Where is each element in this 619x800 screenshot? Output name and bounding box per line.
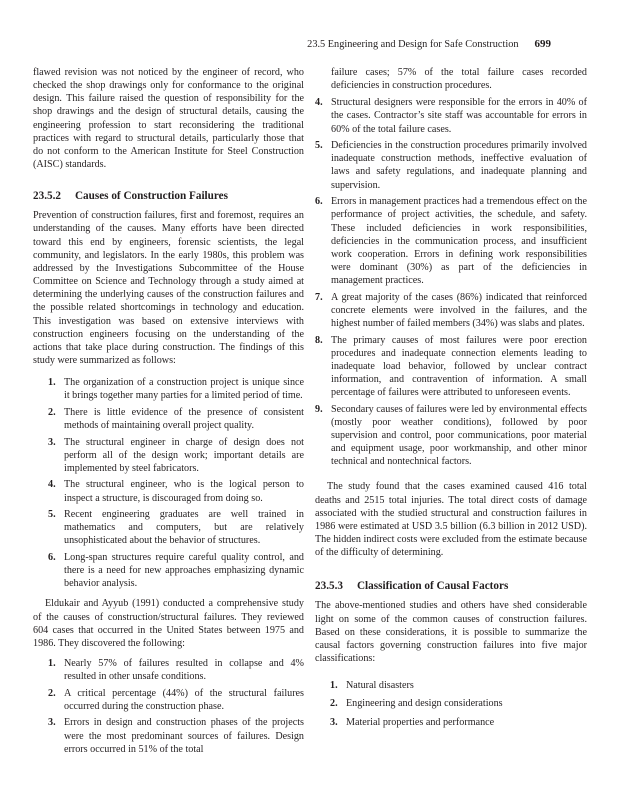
list-item: 8. The primary causes of most failures were poor erection procedures and inadequate connection elements leading to inadequate load behavior, followed by unclear contract information, and contravention of information. A small percentage of failures were attributed to unforeseen events.	[315, 334, 587, 399]
list-item: 5. Deficiencies in the construction procedures primarily involved inadequate construction methods, ineffective evaluation of laws and safety regulations, and inadequate planning and supervision.	[315, 140, 587, 191]
list-item: 4. The structural engineer, who is the logical person to inspect a structure, is discouraged from doing so.	[48, 479, 304, 504]
section-number: 23.5.3	[315, 580, 343, 593]
page-number: 699	[534, 38, 551, 50]
paragraph-study-results: The study found that the cases examined caused 416 total deaths and 2515 total injuries. The total direct costs of damage associated with the studied structural and construction failures in 1986 were estimated at USD 3.5 billion (6.3 billion in 2012 USD). The hidden indirect costs were excluded from the estimate because of the difficulty of determining.	[315, 481, 587, 559]
list-item: 4. Structural designers were responsible for the errors in 40% of the cases. Contractor’s site staff was accountable for errors in 60% of the total failure cases.	[315, 97, 587, 135]
paragraph-continued: flawed revision was not noticed by the engineer of record, who checked the shop drawings only for conformance to the original design. This failure raised the question of responsibility for the shop drawings and the design of structural details, causing the engineering profession to start reconsidering the traditional practices with regard to structural details, particularly those that do not conform to the American Institute for Steel Construction (AISC) standards.	[33, 67, 304, 171]
list-item: 9. Secondary causes of failures were led by environmental effects (mostly poor weather conditions), followed by poor supervision and control, poor communications, poor material and equipment usage, poor workmanship, and other minor technical and nontechnical factors.	[315, 403, 587, 468]
list-item-continued: failure cases; 57% of the total failure cases recorded deficiencies in construction procedures.	[331, 67, 587, 92]
section-number: 23.5.2	[33, 190, 61, 203]
classification-list	[330, 679, 587, 728]
left-column	[33, 66, 304, 759]
list-item: 7. A great majority of the cases (86%) indicated that reinforced concrete elements were involved in the failures, and the highest number of failed members (34%) was slabs and plates.	[315, 291, 587, 329]
list-item: 3. Errors in design and construction phases of the projects were the most predominant sources of failures. Design errors occurred in 51% of the total	[48, 717, 304, 755]
section-title: Classification of Causal Factors	[356, 580, 509, 593]
findings-list	[48, 376, 304, 590]
list-item: 1. Nearly 57% of failures resulted in collapse and 4% resulted in other unsafe conditions.	[48, 658, 304, 683]
running-head	[307, 38, 551, 50]
right-column	[315, 66, 587, 734]
list-item: 6. Long-span structures require careful quality control, and there is a need for new approaches emphasizing dynamic behavior analysis.	[48, 551, 304, 590]
paragraph-intro: Prevention of construction failures, first and foremost, requires an understanding of the causes. Many efforts have been directed toward this end by engineers, forensic scientists, the legal community, and legislators. In the early 1980s, this problem was addressed by the Investigations Subcommittee of the House Committee on Science and Technology through a study aimed at determining the underlying causes of the construction failures and the possible related shortcomings in technology and education. This investigation was based on extensive interviews with construction engineers focusing on the understanding of the actions that take place during construction. The findings of this study were summarized as follows:	[33, 210, 304, 366]
list-item: 3. Material properties and performance	[330, 716, 495, 728]
list-item: 2. A critical percentage (44%) of the structural failures occurred during the construction phase.	[48, 687, 304, 712]
list-item: 2. Engineering and design considerations	[330, 698, 503, 710]
section-heading-23-5-2	[33, 189, 304, 203]
paragraph-classification: The above-mentioned studies and others have shed considerable light on some of the common causes of construction failures. Based on these considerations, it is possible to summarize the causal factors governing construction failures into five major classifications:	[315, 600, 587, 665]
paragraph-eldukair: Eldukair and Ayyub (1991) conducted a comprehensive study of the causes of construction/structural failures. They reviewed 604 cases that occurred in the United States between 1975 and 1986. They discovered the following:	[33, 598, 304, 649]
list-item: 1. Natural disasters	[330, 680, 414, 692]
list-item: 2. There is little evidence of the presence of consistent methods of maintaining overall project quality.	[48, 406, 304, 431]
section-heading-23-5-3	[315, 579, 587, 593]
running-head-section: 23.5 Engineering and Design for Safe Construction	[307, 39, 519, 50]
list-item: 3. The structural engineer in charge of design does not perform all of the design work; important details are implemented by steel fabricators.	[48, 436, 304, 474]
list-item: 5. Recent engineering graduates are well trained in mathematics and computers, but are relatively unsophisticated about the behavior of structures.	[48, 509, 304, 547]
discoveries-list-continued	[315, 96, 587, 468]
list-item: 6. Errors in management practices had a tremendous effect on the performance of project activities, the schedule, and safety. These included deficiencies in work responsibilities, deficiencies in the communication process, and insufficient work cooperation. Errors in defining work responsibilities were dominant (30%) as part of the deficiencies in management practices.	[315, 196, 587, 287]
list-item: 1. The organization of a construction project is unique since it brings together many parties for a limited period of time.	[48, 377, 304, 402]
section-title: Causes of Construction Failures	[74, 190, 228, 203]
discoveries-list	[48, 657, 304, 756]
